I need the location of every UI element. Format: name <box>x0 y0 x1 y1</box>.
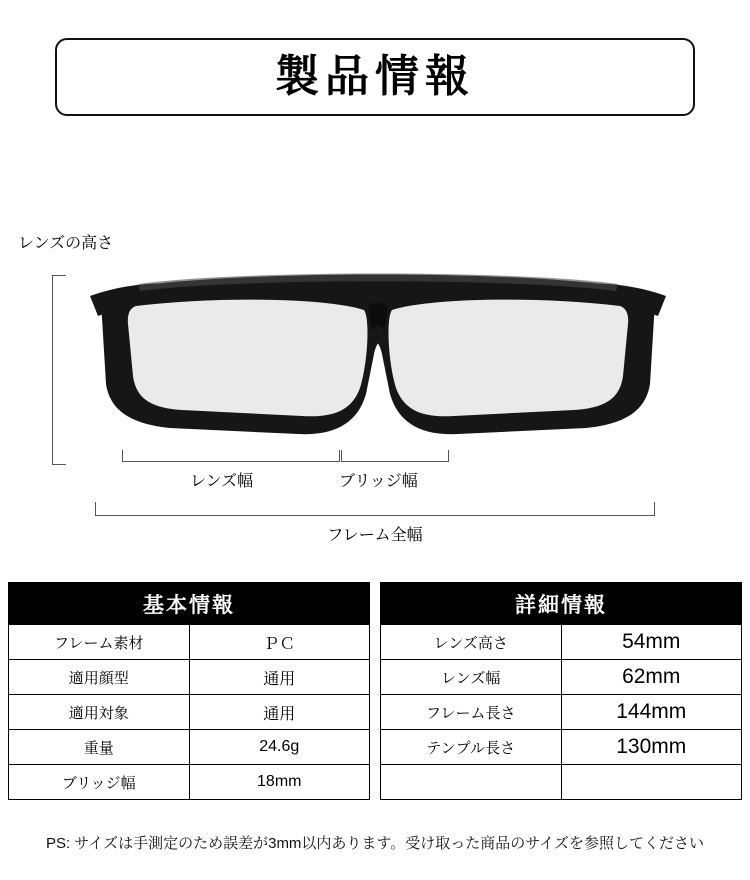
table-row <box>9 765 370 800</box>
spec-value: 54mm <box>561 625 742 660</box>
frame-total-width-label: フレーム全幅 <box>327 527 423 544</box>
spec-tables <box>8 582 742 800</box>
spec-value: ＰＣ <box>189 625 370 660</box>
spec-value <box>561 765 742 800</box>
spec-value: 62mm <box>561 660 742 695</box>
table-row <box>9 695 370 730</box>
spec-key <box>381 765 562 800</box>
spec-key: 適用対象 <box>9 695 190 730</box>
spec-key: テンプル長さ <box>381 730 562 765</box>
table-row <box>9 730 370 765</box>
basic-info-table <box>8 582 370 800</box>
spec-value: 18mm <box>189 765 370 800</box>
table-row <box>381 660 742 695</box>
spec-value: 通用 <box>189 695 370 730</box>
spec-value: 24.6g <box>189 730 370 765</box>
table-row <box>9 660 370 695</box>
bridge-width-bracket <box>341 450 449 462</box>
table-row <box>9 625 370 660</box>
table-row <box>381 765 742 800</box>
spec-key: レンズ幅 <box>381 660 562 695</box>
spec-value: 通用 <box>189 660 370 695</box>
table-row <box>381 730 742 765</box>
lens-width-label: レンズ幅 <box>190 473 254 490</box>
bridge-width-label: ブリッジ幅 <box>339 473 418 490</box>
footnote: PS: サイズは手測定のため誤差が3mm以内あります。受け取った商品のサイズを参照してください <box>45 835 705 852</box>
frame-total-width-bracket <box>95 502 655 516</box>
detail-info-table <box>380 582 742 800</box>
page-title-box <box>55 38 695 116</box>
spec-key: フレーム長さ <box>381 695 562 730</box>
lens-height-label: レンズの高さ <box>18 235 114 252</box>
lens-height-bracket <box>52 275 66 465</box>
spec-value: 144mm <box>561 695 742 730</box>
basic-info-header: 基本情報 <box>9 583 370 625</box>
spec-key: レンズ高さ <box>381 625 562 660</box>
spec-key: ブリッジ幅 <box>9 765 190 800</box>
table-row <box>381 625 742 660</box>
spec-key: 適用顔型 <box>9 660 190 695</box>
spec-value: 130mm <box>561 730 742 765</box>
detail-info-header: 詳細情報 <box>381 583 742 625</box>
table-row <box>381 695 742 730</box>
measurement-diagram <box>0 150 750 570</box>
page-title: 製品情報 <box>275 52 475 101</box>
lens-width-bracket <box>122 450 340 462</box>
spec-key: フレーム素材 <box>9 625 190 660</box>
spec-key: 重量 <box>9 730 190 765</box>
